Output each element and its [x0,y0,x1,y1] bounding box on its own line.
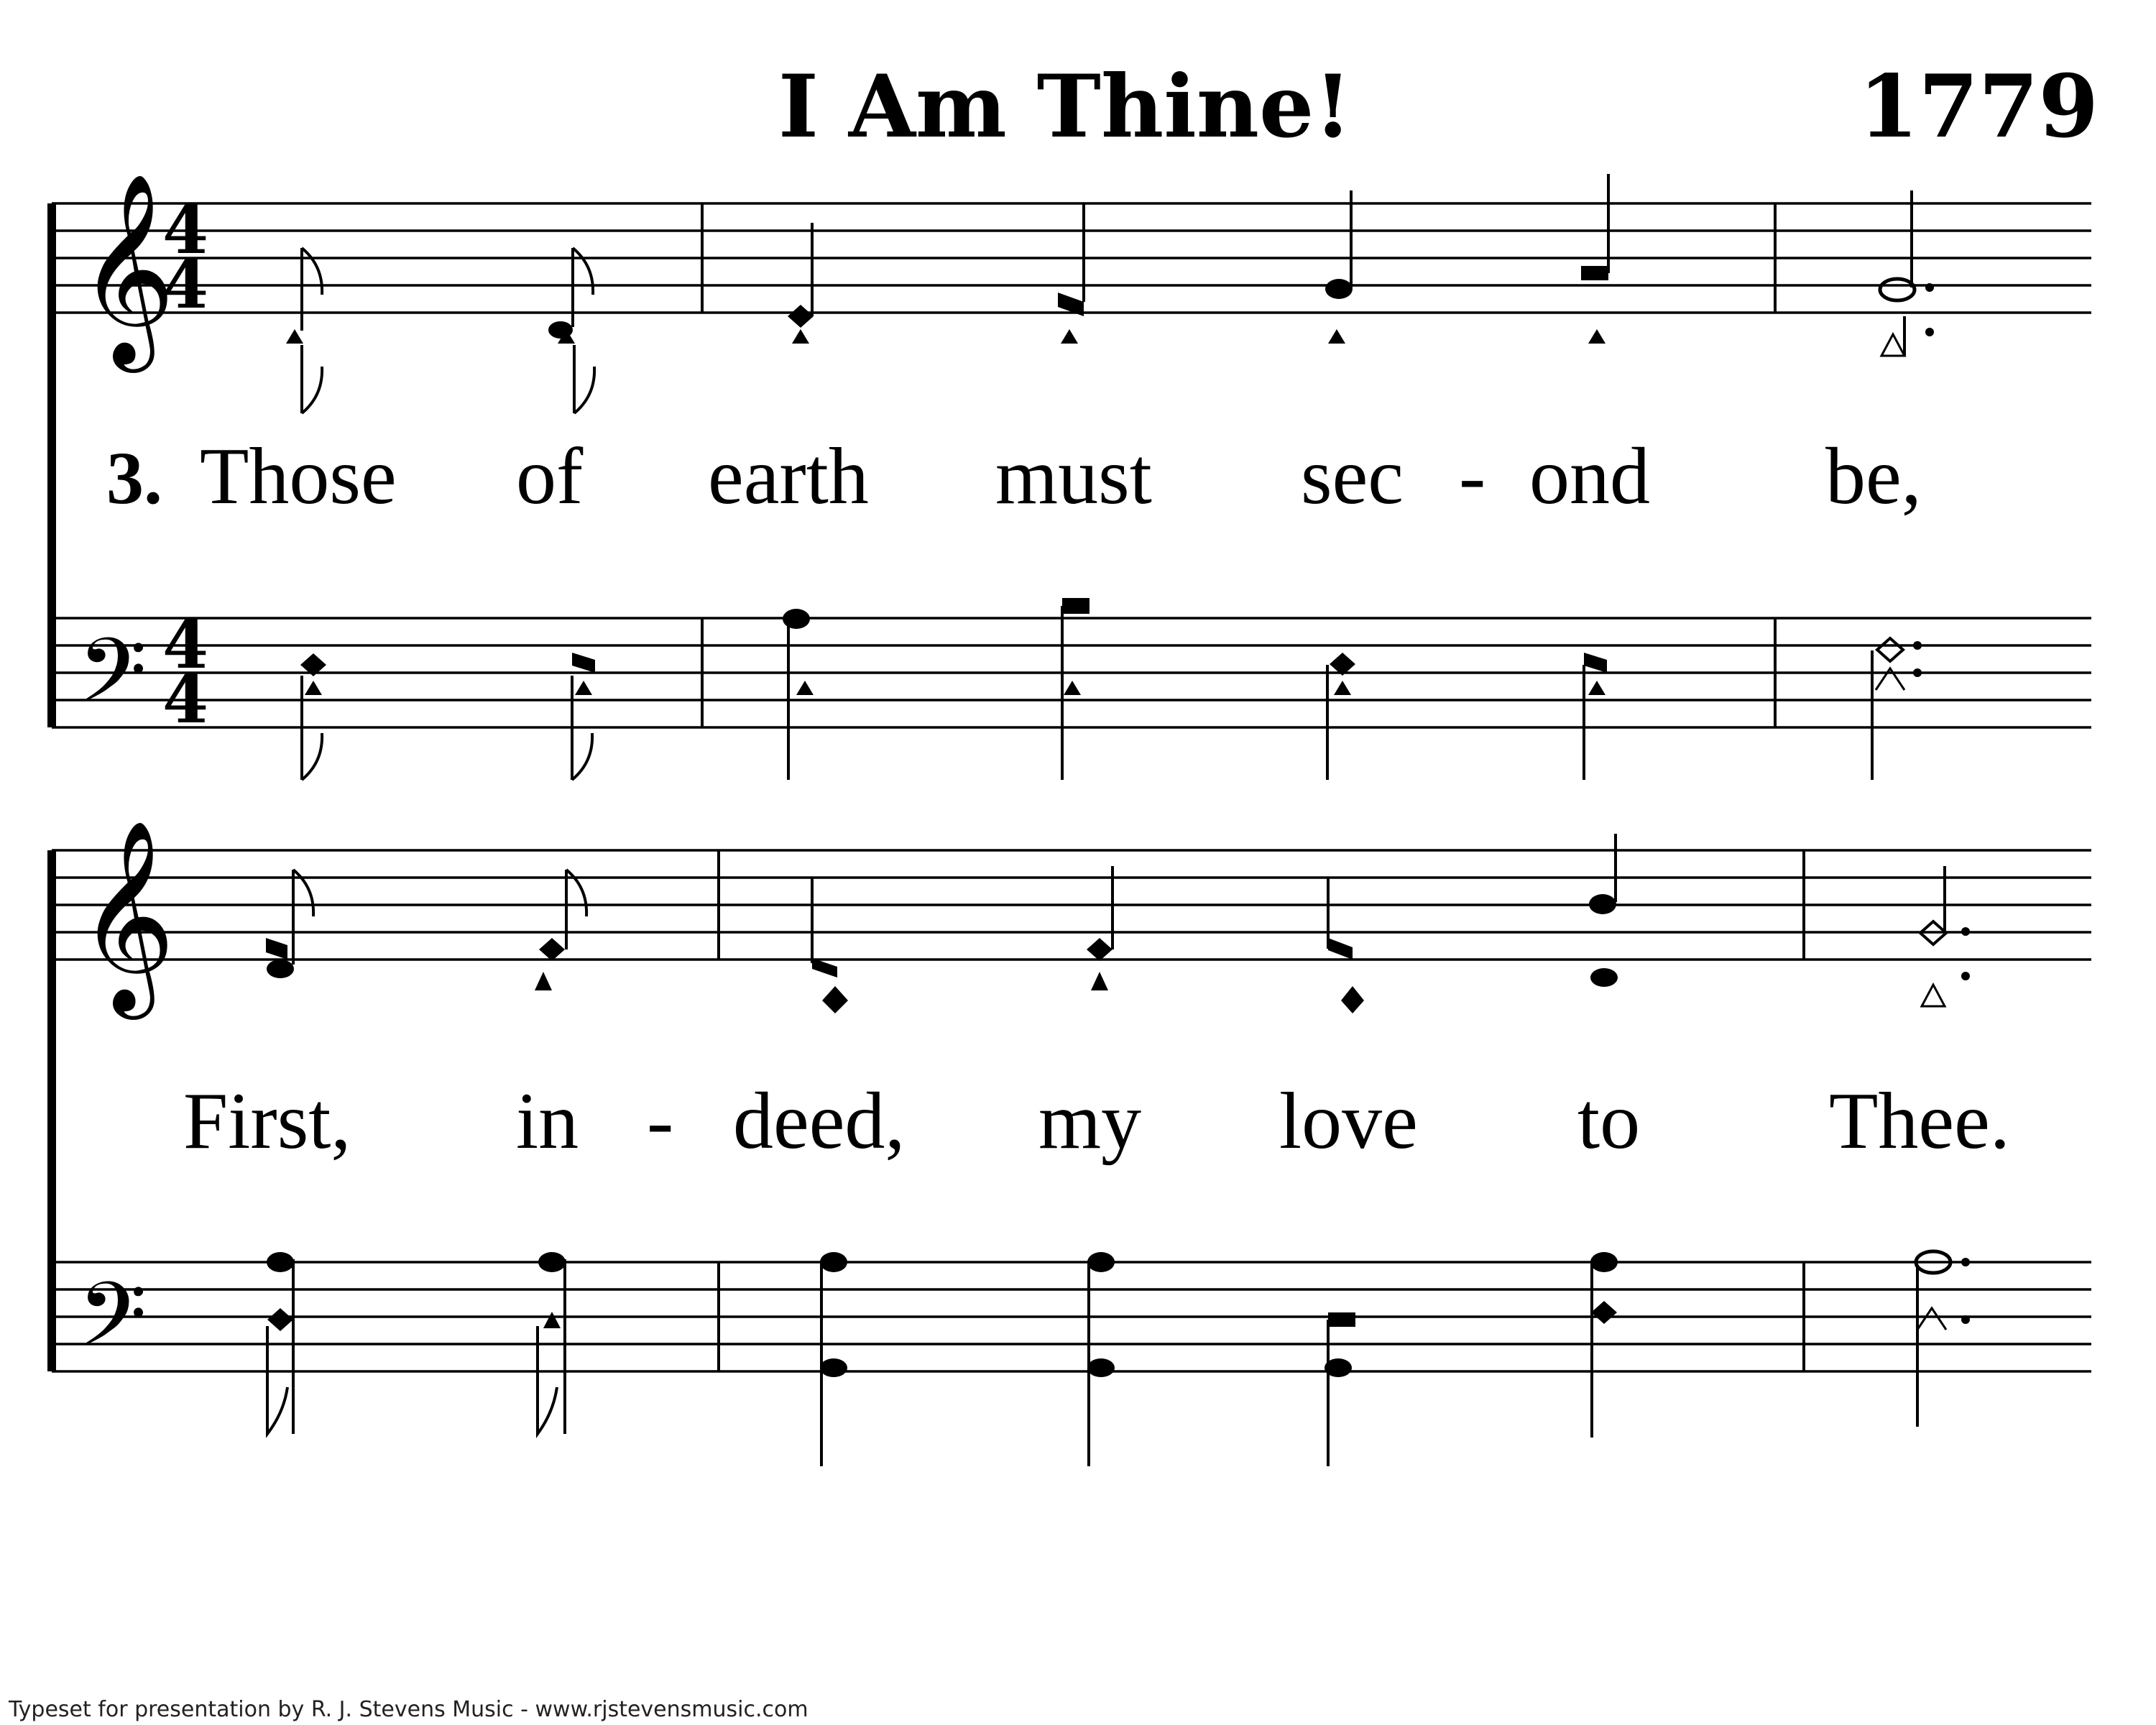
treble-clef-icon: 𝄞 [78,819,175,1011]
bass-staff-1 [52,618,2091,727]
typeset-credit: Typeset for presentation by R. J. Stevens Music - www.rjstevensmusic.com [9,1697,808,1722]
treble-staff-2 [52,850,2091,960]
lyric-syllable: earth [708,432,869,521]
treble-notes-2 [266,834,1970,1013]
lyrics-line-2 [183,1077,2010,1166]
lyric-syllable: to [1577,1077,1641,1166]
lyric-syllable: in [516,1077,579,1166]
lyric-syllable: ond [1529,432,1650,521]
bass-clef-icon: 𝄢 [78,1264,147,1389]
lyric-syllable: sec [1301,432,1404,521]
treble-clef-icon: 𝄞 [78,172,175,364]
bass-clef-icon: 𝄢 [78,620,147,745]
bass-time-bottom: 4 [162,661,209,738]
note-flag [302,248,322,295]
lyric-syllable: First, [183,1077,351,1166]
lyric-syllable: must [995,432,1152,521]
lyric-syllable: deed, [733,1077,906,1166]
lyric-hyphen: - [647,1077,674,1166]
system-2 [52,819,2091,1466]
treble-staff-1 [52,203,2091,313]
lyric-hyphen: - [1459,432,1486,521]
treble-time-top: 4 [162,191,209,269]
treble-time-bottom: 4 [162,246,209,323]
lyric-syllable: of [516,432,584,521]
system-1 [52,172,2091,780]
bass-notes-1 [300,598,1922,780]
verse-number: 3. [106,437,162,520]
lyric-syllable: Those [200,432,397,521]
hymn-number: 1779 [1858,56,2099,157]
lyric-syllable: my [1038,1077,1142,1166]
lyric-syllable: be, [1825,432,1922,521]
note-head [286,329,303,344]
bass-staff-2 [52,1262,2091,1371]
bass-time-top: 4 [162,606,209,684]
lyric-syllable: Thee. [1829,1077,2010,1166]
bass-notes-2 [267,1251,1970,1466]
hymn-title: I Am Thine! [778,56,1353,157]
lyrics-line-1 [106,432,1922,521]
treble-notes-1 [286,174,1934,413]
lyric-syllable: love [1279,1077,1418,1166]
